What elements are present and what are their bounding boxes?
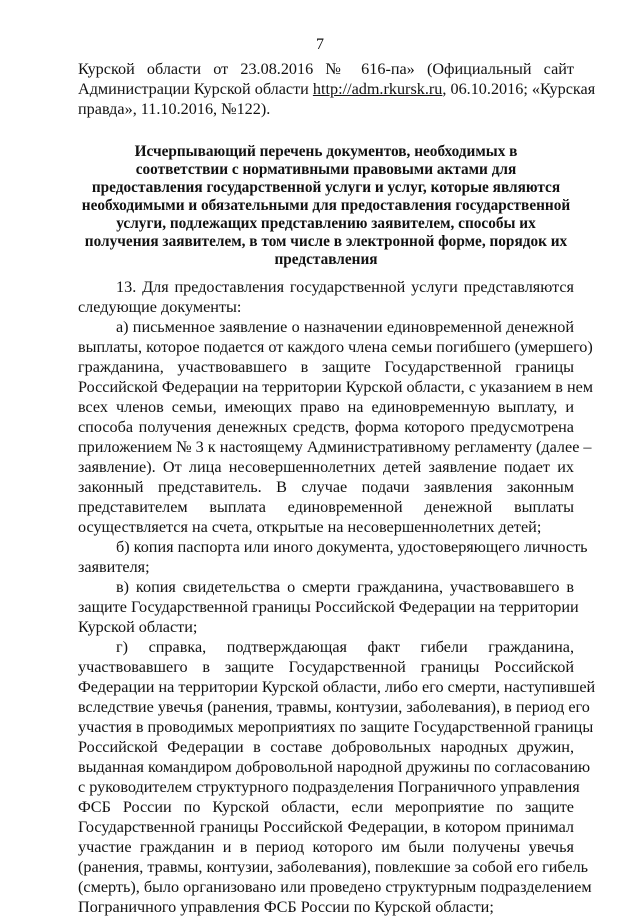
body-line: участие гражданин и в период которого им были получены увечья — [78, 838, 574, 856]
heading-line: представления — [274, 251, 378, 268]
body-line: Российской Федерации в составе добровольных народных дружин, — [78, 738, 574, 756]
body-line: представителем выплата единовременной денежной выплаты — [78, 498, 574, 516]
body-line: всех членов семьи, имеющих право на единовременную выплату, и — [78, 398, 574, 416]
heading-line: соответствии с нормативными правовыми актами для — [135, 161, 517, 178]
body-line: г) справка, подтверждающая факт гибели гражданина, — [116, 638, 574, 656]
heading-line: Исчерпывающий перечень документов, необходимых в — [134, 143, 518, 160]
body-line: заявление). От лица несовершеннолетних детей заявление подает их — [78, 458, 574, 476]
body-line: защите Государственной границы Российской Федерации на территории — [78, 598, 579, 616]
body-line: осуществляется на счета, открытые на несовершеннолетних детей; — [78, 518, 542, 536]
body-line: Пограничного управления ФСБ России по Курской области; — [78, 898, 494, 916]
intro-paragraph — [78, 59, 596, 119]
section-heading — [78, 143, 574, 269]
body-line: Государственной границы Российской Федерации, в котором принимал — [78, 818, 574, 836]
intro-line-2-tail: , 06.10.2016; «Курская — [442, 80, 596, 98]
body-line: ФСБ России по Курской области, если мероприятие по защите — [78, 798, 574, 816]
heading-line: получения заявителем, в том числе в электронной форме, порядок их — [84, 233, 568, 250]
intro-line-2 — [78, 79, 596, 99]
body-line: Курской области; — [78, 618, 198, 636]
body-line: участия в проводимых мероприятиях по защите Государственной границы — [78, 718, 594, 736]
body-line: Федерации на территории Курской области, либо его смерти, наступившей — [78, 678, 596, 696]
body-line: следующие документы: — [78, 298, 242, 316]
body-line: в) копия свидетельства о смерти гражданина, участвовавшего в — [116, 578, 574, 596]
intro-line-1: Курской области от 23.08.2016 № 616-па» (Официальный сайт — [78, 60, 574, 78]
body-line: (смерть), было организовано или проведено структурным подразделением — [78, 878, 592, 896]
heading-line: предоставления государственной услуги и услуг, которые являются — [91, 179, 561, 196]
body-line: гражданина, участвовавшего в защите Государственной границы — [78, 358, 574, 376]
body-line: вследствие увечья (ранения, травмы, контузии, заболевания), в период его — [78, 698, 590, 716]
body-line: Российской Федерации на территории Курской области, с указанием в нем — [78, 378, 594, 396]
heading-line: услуги, подлежащих представлению заявителем, способы их — [116, 215, 536, 232]
body-line: выданная командиром добровольной народной дружины по согласованию — [78, 758, 591, 776]
body-line: способа получения денежных средств, форма которого предусмотрена — [78, 418, 574, 436]
body-line: участвовавшего в защите Государственной границы Российской — [78, 658, 574, 676]
page-number: 7 — [316, 36, 324, 53]
body-line: выплаты, которое подается от каждого члена семьи погибшего (умершего) — [78, 338, 593, 356]
body-line: законный представитель. В случае подачи заявления законным — [78, 478, 574, 496]
body-line: 13. Для предоставления государственной услуги представляются — [116, 278, 574, 296]
body-line: б) копия паспорта или иного документа, удостоверяющего личность — [116, 538, 588, 556]
body-line: с руководителем структурного подразделения Пограничного управления — [78, 778, 580, 796]
body-line: приложением № 3 к настоящему Административному регламенту (далее – — [78, 438, 592, 456]
heading-line: необходимыми и обязательными для предоставления государственной — [81, 197, 571, 214]
section-body — [78, 277, 596, 917]
body-line: (ранения, травмы, контузии, заболевания), повлекшие за собой его гибель — [78, 858, 589, 876]
intro-line-3: правда», 11.10.2016, №122). — [78, 100, 271, 118]
admin-site-link[interactable]: http://adm.rkursk.ru — [312, 80, 443, 98]
body-line: а) письменное заявление о назначении единовременной денежной — [116, 318, 574, 336]
body-line: заявителя; — [78, 558, 150, 576]
intro-line-2-text: Администрации Курской области — [78, 80, 313, 98]
